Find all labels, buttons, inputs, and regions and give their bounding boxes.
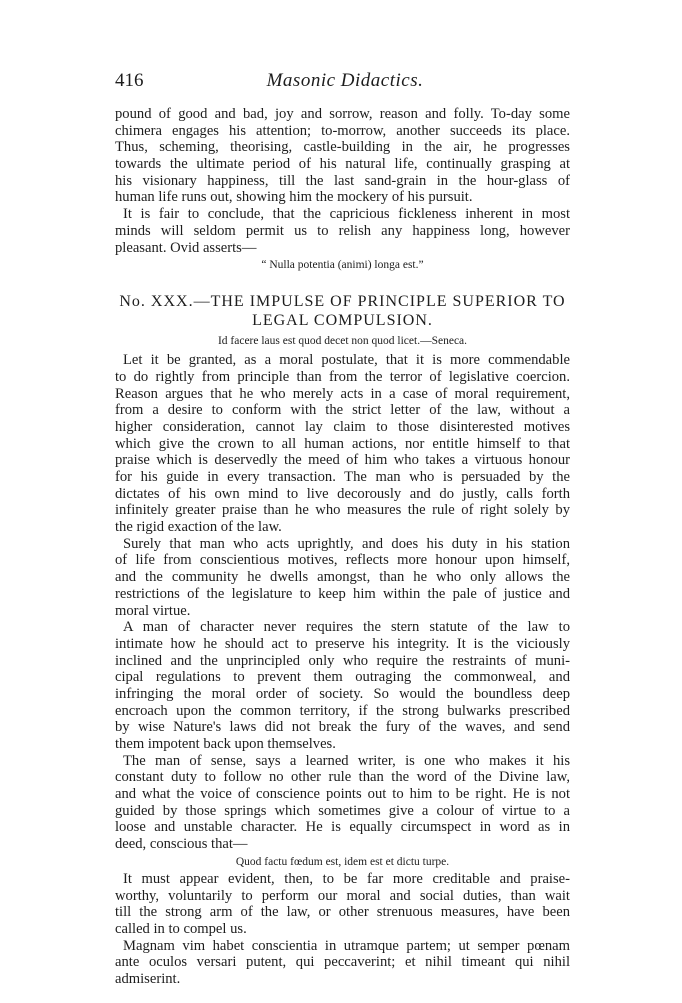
text-line: constant duty to follow no other rule than the word of the Divine law, (115, 769, 570, 786)
text-line: pleasant. Ovid asserts— (115, 239, 257, 256)
text-line: them impotent back upon themselves. (115, 736, 336, 752)
text-line: of life from conscientious motives, reflects more honour upon himself, (115, 552, 570, 569)
paragraph-8 (115, 938, 570, 988)
text-line: ante oculos versari putent, qui peccaverint; et nihil timeant qui nihil (115, 954, 570, 971)
text-line: It is fair to conclude, that the capricious fickleness inherent in most (123, 206, 570, 223)
text-line: which give the crown to all human actions, nor entitle himself to that (115, 435, 570, 452)
paragraph-4 (115, 536, 570, 619)
paragraph-7 (115, 871, 570, 938)
text-line: and the community he dwells amongst, than he who only allows the (115, 569, 570, 586)
text-line: restrictions of the legislature to keep him within the pale of justice and (115, 585, 570, 602)
text-line: A man of character never requires the stern statute of the law to (123, 619, 570, 636)
paragraph-1 (115, 106, 570, 206)
body-text (115, 106, 570, 988)
text-line: loose and unstable character. He is equally circumspect in word as in (115, 819, 570, 836)
text-line: minds will seldom permit us to relish any happiness long, however (115, 222, 570, 239)
text-line: praise which is deservedly the meed of him who takes a virtuous honour (115, 452, 570, 469)
latin-quote: “ Nulla potentia (animi) longa est.” (261, 259, 424, 272)
paragraph-3 (115, 352, 570, 536)
text-line: the rigid exaction of the law. (115, 519, 282, 536)
running-title: Masonic Didactics. (266, 70, 424, 91)
paragraph-6 (115, 753, 570, 871)
text-line: infinitely greater praise than he who measures the rule of right solely by (115, 502, 570, 519)
text-line: called in to compel us. (115, 920, 247, 937)
section-heading-line-2: LEGAL COMPULSION. (252, 312, 433, 330)
text-line: for his guide in every transaction. The man who is persuaded by the (115, 469, 570, 485)
page-number: 416 (115, 70, 144, 91)
text-line: pound of good and bad, joy and sorrow, reason and folly. To-day some (115, 106, 570, 122)
text-line: and what the voice of conscience points out to him to be right. He is not (115, 786, 570, 803)
text-line: deed, conscious that— (115, 836, 248, 853)
text-line: cipal regulations to prevent them outraging the commonweal, and (115, 669, 570, 686)
text-line: by wise Nature's laws did not break the fury of the waves, and send (115, 719, 570, 736)
text-line: till the strong arm of the law, or other strenuous measures, have been (115, 904, 570, 921)
text-line: Let it be granted, as a moral postulate, that it is more commendable (123, 352, 570, 369)
epigraph: Id facere laus est quod decet non quod licet.—Seneca. (217, 335, 468, 348)
text-line: intimate how he should act to preserve his integrity. It is the viciously (115, 635, 570, 652)
text-line: admiserint. (115, 970, 181, 987)
running-head (115, 70, 575, 94)
text-line: dictates of his own mind to live decorously and do justly, calls forth (115, 485, 570, 502)
text-line: Magnam vim habet conscientia in utramque partem; ut semper pœnam (123, 937, 570, 954)
text-line: his visionary happiness, till the last sand-grain in the hour-glass of (115, 172, 570, 189)
text-line: higher consideration, cannot lay claim to those disinterested motives (115, 418, 570, 435)
text-line: human life runs out, showing him the mockery of his pursuit. (115, 189, 473, 206)
paragraph-2 (115, 206, 570, 274)
text-line: to do rightly from principle than from the terror of legislative coercion. (115, 368, 570, 385)
text-line: guided by those springs which sometimes give a colour of virtue to a (115, 802, 570, 819)
text-line: towards the ultimate period of his natural life, continually grasping at (115, 156, 570, 173)
paragraph-5 (115, 619, 570, 753)
text-line: worthy, voluntarily to perform our moral and social duties, than wait (115, 887, 570, 904)
text-line: chimera engages his attention; to-morrow, another succeeds its place. (115, 122, 570, 139)
text-line: Reason argues that he who merely acts in a case of moral requirement, (115, 385, 570, 402)
latin-quote: Quod factu fœdum est, idem est et dictu turpe. (235, 855, 450, 868)
section-heading-line-1: No. XXX.—THE IMPULSE OF PRINCIPLE SUPERIOR TO (119, 293, 566, 311)
text-line: infringing the moral order of society. So would the boundless deep (115, 685, 570, 702)
text-line: Thus, scheming, theorising, castle-building in the air, he progresses (115, 139, 570, 156)
text-line: inclined and the unprincipled only who require the restraints of muni- (115, 652, 570, 669)
text-line: from a desire to conform with the strict letter of the law, without a (115, 402, 570, 419)
text-line: It must appear evident, then, to be far more creditable and praise- (123, 870, 570, 887)
text-line: moral virtue. (115, 602, 191, 619)
text-line: The man of sense, says a learned writer, is one who makes it his (123, 752, 570, 769)
text-line: Surely that man who acts uprightly, and does his duty in his station (123, 535, 570, 552)
text-line: encroach upon the common territory, if the strong bulwarks prescribed (115, 702, 570, 719)
